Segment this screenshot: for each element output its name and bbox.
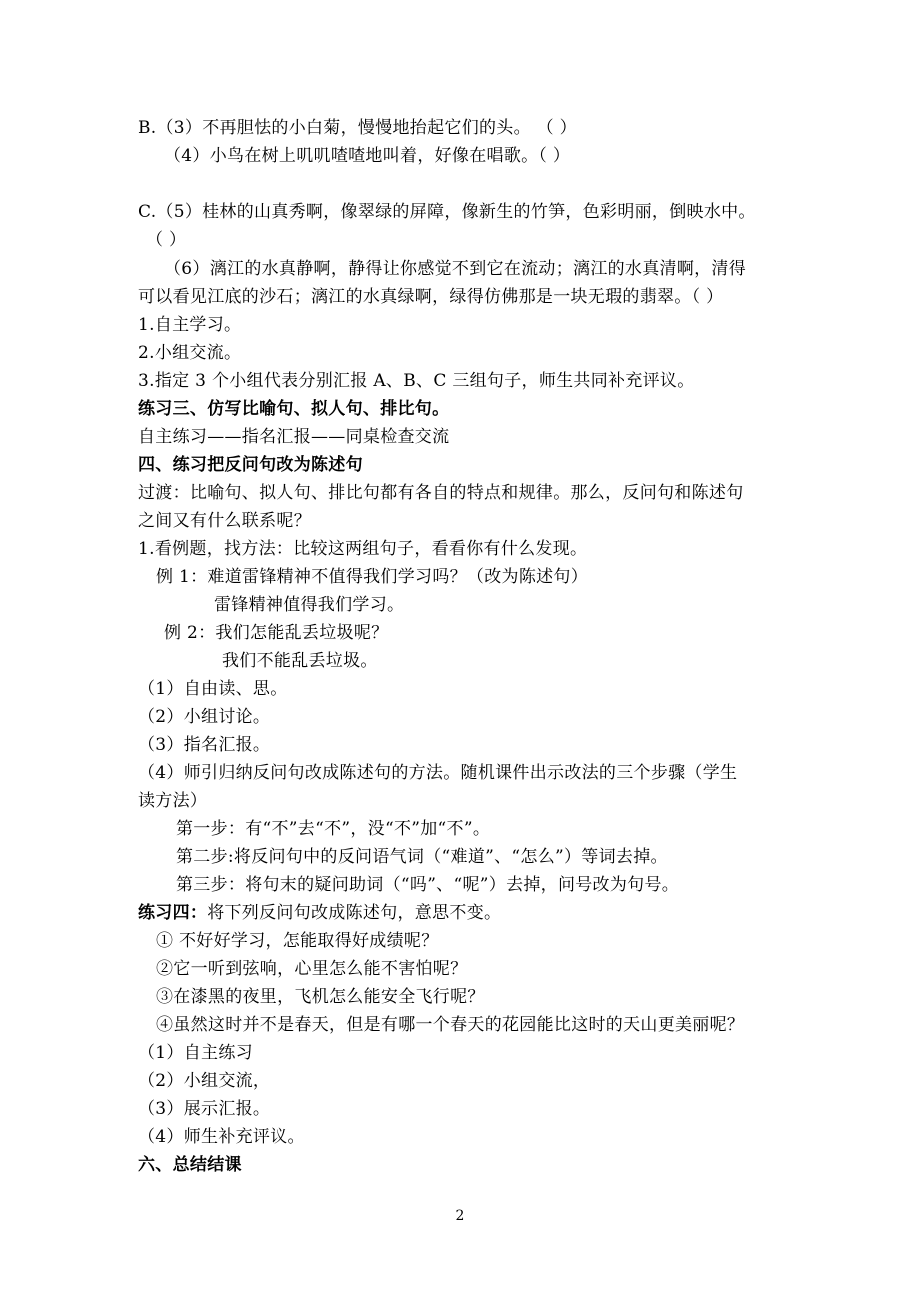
example-1-answer: 雷锋精神值得我们学习。 — [214, 595, 405, 615]
sub-step-4: （4）师引归纳反问句改成陈述句的方法。随机课件出示改法的三个步骤（学生 — [138, 763, 738, 783]
sub-step-2: （2）小组讨论。 — [138, 707, 271, 727]
line-c6-cont: 可以看见江底的沙石；漓江的水真绿啊，绿得仿佛那是一块无瑕的翡翠。（ ） — [138, 287, 724, 307]
line-b3: B.（3）不再胆怯的小白菊，慢慢地抬起它们的头。 （ ） — [138, 118, 577, 138]
example-1: 例 1：难道雷锋精神不值得我们学习吗？（改为陈述句） — [156, 567, 589, 587]
exercise-3-flow: 自主练习——指名汇报——同桌检查交流 — [138, 427, 450, 447]
method-intro: 1.看例题，找方法：比较这两组句子，看看你有什么发现。 — [138, 539, 588, 559]
line-c6: （6）漓江的水真静啊，静得让你感觉不到它在流动；漓江的水真清啊，清得 — [164, 259, 747, 279]
step-3: 3.指定 3 个小组代表分别汇报 A、B、C 三组句子，师生共同补充评议。 — [138, 371, 695, 391]
transition-line: 过渡：比喻句、拟人句、排比句都有各自的特点和规律。那么，反问句和陈述句 — [138, 483, 744, 503]
sub-step-3: （3）指名汇报。 — [138, 735, 271, 755]
line-b4: （4）小鸟在树上叽叽喳喳地叫着，好像在唱歌。（ ） — [164, 146, 571, 166]
transition-line-cont: 之间又有什么联系呢？ — [138, 511, 311, 531]
sub-step-4-cont: 读方法） — [138, 791, 208, 811]
section-4-heading: 四、练习把反问句改为陈述句 — [138, 455, 363, 475]
exercise-item-2: ②它一听到弦响，心里怎么能不害怕呢？ — [156, 959, 468, 979]
practice-step-3: （3）展示汇报。 — [138, 1099, 271, 1119]
exercise-4-instruction: 将下列反问句改成陈述句，意思不变。 — [207, 903, 502, 923]
rule-step-2: 第二步:将反问句中的反问语气词（“难道”、“怎么”）等词去掉。 — [176, 847, 668, 867]
step-2: 2.小组交流。 — [138, 343, 242, 363]
section-6-heading: 六、总结结课 — [138, 1155, 242, 1175]
example-2-answer: 我们不能乱丢垃圾。 — [222, 651, 378, 671]
exercise-3-heading: 练习三、仿写比喻句、拟人句、排比句。 — [138, 399, 450, 419]
line-c5: C.（5）桂林的山真秀啊，像翠绿的屏障，像新生的竹笋，色彩明丽，倒映水中。 — [138, 202, 756, 222]
line-c5-blank: （ ） — [146, 230, 187, 250]
practice-step-1: （1）自主练习 — [138, 1043, 253, 1063]
practice-step-4: （4）师生补充评议。 — [138, 1127, 305, 1147]
exercise-item-4: ④虽然这时并不是春天，但是有哪一个春天的花园能比这时的天山更美丽呢？ — [156, 1015, 745, 1035]
exercise-4-line — [138, 901, 818, 925]
practice-step-2: （2）小组交流， — [138, 1071, 271, 1091]
page-number: 2 — [455, 1208, 465, 1224]
exercise-4-label: 练习四： — [138, 903, 208, 923]
rule-step-3: 第三步：将句末的疑问助词（“吗”、“呢”）去掉，问号改为句号。 — [176, 875, 680, 895]
exercise-item-3: ③在漆黑的夜里，飞机怎么能安全飞行呢？ — [156, 987, 485, 1007]
sub-step-1: （1）自由读、思。 — [138, 679, 288, 699]
exercise-item-1: ① 不好好学习，怎能取得好成绩呢？ — [156, 931, 439, 951]
rule-step-1: 第一步：有“不”去“不”，没“不”加“不”。 — [176, 819, 491, 839]
step-1: 1.自主学习。 — [138, 315, 242, 335]
example-2: 例 2：我们怎能乱丢垃圾呢？ — [164, 623, 389, 643]
